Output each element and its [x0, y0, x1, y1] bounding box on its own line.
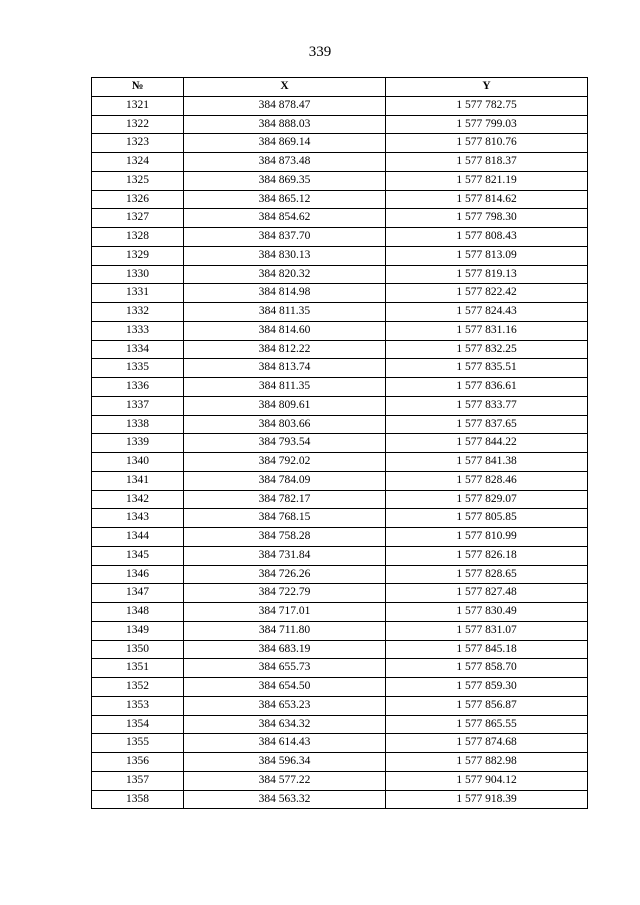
y-coordinate-cell: 1 577 831.07: [386, 621, 588, 640]
table-row: [92, 509, 588, 528]
y-coordinate-cell: 1 577 810.99: [386, 528, 588, 547]
point-number-cell: 1331: [92, 284, 184, 303]
point-number-cell: 1351: [92, 659, 184, 678]
point-number-cell: 1347: [92, 584, 184, 603]
table-row: [92, 528, 588, 547]
y-coordinate-cell: 1 577 818.37: [386, 153, 588, 172]
point-number-cell: 1324: [92, 153, 184, 172]
point-number-cell: 1341: [92, 471, 184, 490]
y-coordinate-cell: 1 577 799.03: [386, 115, 588, 134]
table-row: [92, 471, 588, 490]
point-number-cell: 1358: [92, 790, 184, 809]
y-coordinate-cell: 1 577 904.12: [386, 771, 588, 790]
y-coordinate-cell: 1 577 819.13: [386, 265, 588, 284]
y-coordinate-cell: 1 577 874.68: [386, 734, 588, 753]
x-coordinate-cell: 384 812.22: [184, 340, 386, 359]
x-coordinate-cell: 384 873.48: [184, 153, 386, 172]
table-row: [92, 715, 588, 734]
header-y: Y: [386, 78, 588, 97]
table-row: [92, 415, 588, 434]
point-number-cell: 1330: [92, 265, 184, 284]
y-coordinate-cell: 1 577 826.18: [386, 546, 588, 565]
x-coordinate-cell: 384 837.70: [184, 228, 386, 247]
point-number-cell: 1326: [92, 190, 184, 209]
y-coordinate-cell: 1 577 813.09: [386, 246, 588, 265]
x-coordinate-cell: 384 869.14: [184, 134, 386, 153]
point-number-cell: 1333: [92, 321, 184, 340]
x-coordinate-cell: 384 814.60: [184, 321, 386, 340]
y-coordinate-cell: 1 577 835.51: [386, 359, 588, 378]
point-number-cell: 1327: [92, 209, 184, 228]
point-number-cell: 1329: [92, 246, 184, 265]
x-coordinate-cell: 384 614.43: [184, 734, 386, 753]
table-row: [92, 678, 588, 697]
point-number-cell: 1354: [92, 715, 184, 734]
x-coordinate-cell: 384 653.23: [184, 696, 386, 715]
table-row: [92, 171, 588, 190]
header-row: [92, 78, 588, 97]
y-coordinate-cell: 1 577 829.07: [386, 490, 588, 509]
x-coordinate-cell: 384 865.12: [184, 190, 386, 209]
y-coordinate-cell: 1 577 832.25: [386, 340, 588, 359]
y-coordinate-cell: 1 577 837.65: [386, 415, 588, 434]
table-row: [92, 771, 588, 790]
table-row: [92, 209, 588, 228]
x-coordinate-cell: 384 563.32: [184, 790, 386, 809]
y-coordinate-cell: 1 577 822.42: [386, 284, 588, 303]
y-coordinate-cell: 1 577 859.30: [386, 678, 588, 697]
x-coordinate-cell: 384 577.22: [184, 771, 386, 790]
point-number-cell: 1343: [92, 509, 184, 528]
table-row: [92, 96, 588, 115]
y-coordinate-cell: 1 577 805.85: [386, 509, 588, 528]
x-coordinate-cell: 384 731.84: [184, 546, 386, 565]
table-row: [92, 490, 588, 509]
x-coordinate-cell: 384 811.35: [184, 378, 386, 397]
table-row: [92, 696, 588, 715]
page-number: 339: [308, 44, 332, 60]
table-row: [92, 640, 588, 659]
table-row: [92, 265, 588, 284]
point-number-cell: 1357: [92, 771, 184, 790]
y-coordinate-cell: 1 577 841.38: [386, 453, 588, 472]
y-coordinate-cell: 1 577 844.22: [386, 434, 588, 453]
point-number-cell: 1335: [92, 359, 184, 378]
x-coordinate-cell: 384 758.28: [184, 528, 386, 547]
table-row: [92, 190, 588, 209]
x-coordinate-cell: 384 878.47: [184, 96, 386, 115]
point-number-cell: 1334: [92, 340, 184, 359]
y-coordinate-cell: 1 577 830.49: [386, 603, 588, 622]
x-coordinate-cell: 384 888.03: [184, 115, 386, 134]
table-row: [92, 753, 588, 772]
table-body: [92, 96, 588, 809]
table-row: [92, 246, 588, 265]
table-row: [92, 359, 588, 378]
x-coordinate-cell: 384 813.74: [184, 359, 386, 378]
x-coordinate-cell: 384 782.17: [184, 490, 386, 509]
y-coordinate-cell: 1 577 782.75: [386, 96, 588, 115]
table-row: [92, 734, 588, 753]
point-number-cell: 1336: [92, 378, 184, 397]
header-x: X: [184, 78, 386, 97]
table-row: [92, 603, 588, 622]
point-number-cell: 1353: [92, 696, 184, 715]
x-coordinate-cell: 384 814.98: [184, 284, 386, 303]
point-number-cell: 1356: [92, 753, 184, 772]
y-coordinate-cell: 1 577 858.70: [386, 659, 588, 678]
x-coordinate-cell: 384 793.54: [184, 434, 386, 453]
point-number-cell: 1328: [92, 228, 184, 247]
point-number-cell: 1325: [92, 171, 184, 190]
point-number-cell: 1352: [92, 678, 184, 697]
y-coordinate-cell: 1 577 918.39: [386, 790, 588, 809]
y-coordinate-cell: 1 577 808.43: [386, 228, 588, 247]
y-coordinate-cell: 1 577 810.76: [386, 134, 588, 153]
y-coordinate-cell: 1 577 882.98: [386, 753, 588, 772]
x-coordinate-cell: 384 711.80: [184, 621, 386, 640]
x-coordinate-cell: 384 722.79: [184, 584, 386, 603]
table-row: [92, 303, 588, 322]
table-row: [92, 790, 588, 809]
x-coordinate-cell: 384 809.61: [184, 396, 386, 415]
y-coordinate-cell: 1 577 833.77: [386, 396, 588, 415]
table-row: [92, 621, 588, 640]
x-coordinate-cell: 384 830.13: [184, 246, 386, 265]
point-number-cell: 1332: [92, 303, 184, 322]
table-row: [92, 453, 588, 472]
x-coordinate-cell: 384 854.62: [184, 209, 386, 228]
x-coordinate-cell: 384 634.32: [184, 715, 386, 734]
coordinates-table: [91, 77, 588, 809]
header-number: №: [92, 78, 184, 97]
x-coordinate-cell: 384 768.15: [184, 509, 386, 528]
x-coordinate-cell: 384 655.73: [184, 659, 386, 678]
table-row: [92, 228, 588, 247]
table-row: [92, 659, 588, 678]
point-number-cell: 1345: [92, 546, 184, 565]
point-number-cell: 1322: [92, 115, 184, 134]
table-row: [92, 115, 588, 134]
x-coordinate-cell: 384 717.01: [184, 603, 386, 622]
table-header: [92, 78, 588, 97]
table-row: [92, 396, 588, 415]
point-number-cell: 1348: [92, 603, 184, 622]
x-coordinate-cell: 384 654.50: [184, 678, 386, 697]
table-row: [92, 153, 588, 172]
x-coordinate-cell: 384 803.66: [184, 415, 386, 434]
point-number-cell: 1350: [92, 640, 184, 659]
y-coordinate-cell: 1 577 836.61: [386, 378, 588, 397]
point-number-cell: 1346: [92, 565, 184, 584]
table-row: [92, 565, 588, 584]
point-number-cell: 1323: [92, 134, 184, 153]
y-coordinate-cell: 1 577 827.48: [386, 584, 588, 603]
y-coordinate-cell: 1 577 821.19: [386, 171, 588, 190]
point-number-cell: 1349: [92, 621, 184, 640]
y-coordinate-cell: 1 577 856.87: [386, 696, 588, 715]
point-number-cell: 1321: [92, 96, 184, 115]
x-coordinate-cell: 384 596.34: [184, 753, 386, 772]
point-number-cell: 1355: [92, 734, 184, 753]
table-row: [92, 134, 588, 153]
point-number-cell: 1344: [92, 528, 184, 547]
x-coordinate-cell: 384 869.35: [184, 171, 386, 190]
table-row: [92, 378, 588, 397]
y-coordinate-cell: 1 577 828.65: [386, 565, 588, 584]
point-number-cell: 1339: [92, 434, 184, 453]
y-coordinate-cell: 1 577 814.62: [386, 190, 588, 209]
x-coordinate-cell: 384 726.26: [184, 565, 386, 584]
point-number-cell: 1340: [92, 453, 184, 472]
x-coordinate-cell: 384 820.32: [184, 265, 386, 284]
y-coordinate-cell: 1 577 865.55: [386, 715, 588, 734]
x-coordinate-cell: 384 784.09: [184, 471, 386, 490]
point-number-cell: 1338: [92, 415, 184, 434]
x-coordinate-cell: 384 811.35: [184, 303, 386, 322]
y-coordinate-cell: 1 577 798.30: [386, 209, 588, 228]
table-row: [92, 284, 588, 303]
y-coordinate-cell: 1 577 828.46: [386, 471, 588, 490]
x-coordinate-cell: 384 792.02: [184, 453, 386, 472]
table-row: [92, 434, 588, 453]
table-row: [92, 584, 588, 603]
y-coordinate-cell: 1 577 824.43: [386, 303, 588, 322]
x-coordinate-cell: 384 683.19: [184, 640, 386, 659]
table-row: [92, 340, 588, 359]
table-row: [92, 321, 588, 340]
y-coordinate-cell: 1 577 845.18: [386, 640, 588, 659]
point-number-cell: 1337: [92, 396, 184, 415]
table-row: [92, 546, 588, 565]
y-coordinate-cell: 1 577 831.16: [386, 321, 588, 340]
point-number-cell: 1342: [92, 490, 184, 509]
